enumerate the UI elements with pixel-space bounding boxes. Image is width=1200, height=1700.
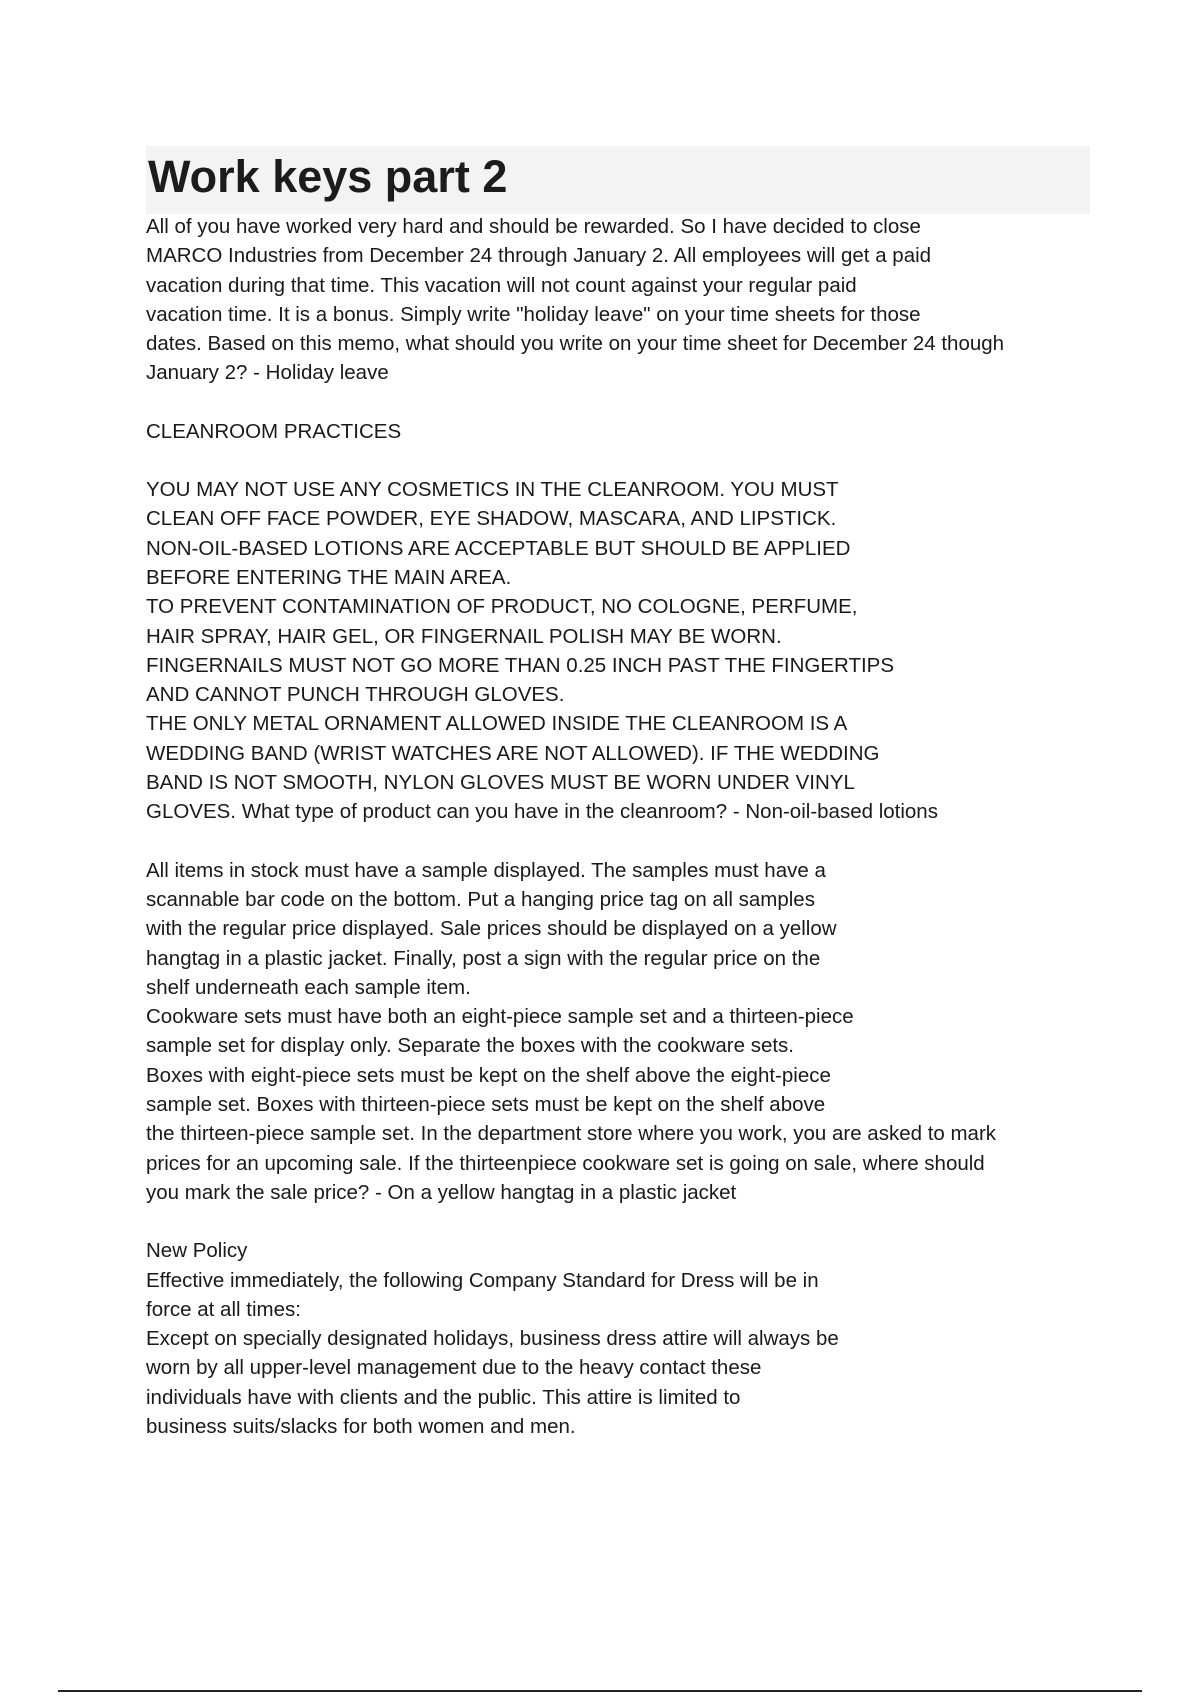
text-line: HAIR SPRAY, HAIR GEL, OR FINGERNAIL POLISH MAY BE WORN. [146, 624, 782, 648]
text-line: TO PREVENT CONTAMINATION OF PRODUCT, NO COLOGNE, PERFUME, [146, 595, 858, 619]
text-line: hangtag in a plastic jacket. Finally, post a sign with the regular price on the [146, 946, 821, 970]
text-line: January 2? - Holiday leave [146, 361, 389, 385]
text-line: the thirteen-piece sample set. In the department store where you work, you are asked to mark [146, 1122, 997, 1146]
text-line: Except on specially designated holidays, business dress attire will always be [146, 1327, 839, 1351]
text-line: Boxes with eight-piece sets must be kept on the shelf above the eight-piece [146, 1063, 831, 1087]
text-line: FINGERNAILS MUST NOT GO MORE THAN 0.25 INCH PAST THE FINGERTIPS [146, 653, 895, 677]
text-line: with the regular price displayed. Sale prices should be displayed on a yellow [146, 917, 837, 941]
text-line: AND CANNOT PUNCH THROUGH GLOVES. [146, 683, 565, 707]
section-heading: CLEANROOM PRACTICES [146, 419, 402, 443]
sample-display-paragraph [146, 856, 1106, 1208]
text-line: GLOVES. What type of product can you have in the cleanroom? - Non-oil-based lotions [146, 800, 938, 824]
text-line: you mark the sale price? - On a yellow hangtag in a plastic jacket [146, 1180, 737, 1204]
text-line: All of you have worked very hard and should be rewarded. So I have decided to close [146, 215, 921, 238]
document-body [146, 212, 1106, 1470]
text-line: CLEAN OFF FACE POWDER, EYE SHADOW, MASCARA, AND LIPSTICK. [146, 507, 837, 531]
text-line: sample set. Boxes with thirteen-piece sets must be kept on the shelf above [146, 1093, 826, 1117]
text-line: THE ONLY METAL ORNAMENT ALLOWED INSIDE THE CLEANROOM IS A [146, 712, 848, 736]
text-line: MARCO Industries from December 24 through January 2. All employees will get a paid [146, 244, 932, 268]
cleanroom-heading [146, 417, 1106, 446]
document-title: Work keys part 2 [148, 151, 508, 202]
text-line: Cookware sets must have both an eight-piece sample set and a thirteen-piece [146, 1005, 854, 1029]
text-line: All items in stock must have a sample displayed. The samples must have a [146, 858, 826, 882]
text-line: individuals have with clients and the public. This attire is limited to [146, 1385, 741, 1409]
text-line: dates. Based on this memo, what should you write on your time sheet for December 24 though [146, 332, 1005, 356]
text-line: New Policy [146, 1239, 248, 1263]
text-line: sample set for display only. Separate the boxes with the cookware sets. [146, 1034, 794, 1058]
text-line: BAND IS NOT SMOOTH, NYLON GLOVES MUST BE WORN UNDER VINYL [146, 771, 855, 795]
text-line: BEFORE ENTERING THE MAIN AREA. [146, 565, 512, 589]
cleanroom-rules-paragraph [146, 475, 1106, 827]
text-line: prices for an upcoming sale. If the thirteenpiece cookware set is going on sale, where should [146, 1151, 985, 1175]
text-line: force at all times: [146, 1297, 301, 1321]
text-line: NON-OIL-BASED LOTIONS ARE ACCEPTABLE BUT SHOULD BE APPLIED [146, 536, 851, 560]
new-policy-paragraph [146, 1236, 1106, 1441]
memo-holiday-leave-paragraph [146, 212, 1106, 388]
footer-divider [58, 1690, 1142, 1692]
text-line: WEDDING BAND (WRIST WATCHES ARE NOT ALLOWED). IF THE WEDDING [146, 741, 880, 765]
text-line: vacation time. It is a bonus. Simply write "holiday leave" on your time sheets for those [146, 302, 921, 326]
text-line: business suits/slacks for both women and men. [146, 1414, 576, 1438]
text-line: vacation during that time. This vacation will not count against your regular paid [146, 273, 857, 297]
text-line: scannable bar code on the bottom. Put a hanging price tag on all samples [146, 887, 815, 911]
text-line: shelf underneath each sample item. [146, 975, 471, 999]
text-line: Effective immediately, the following Company Standard for Dress will be in [146, 1268, 819, 1292]
text-line: YOU MAY NOT USE ANY COSMETICS IN THE CLEANROOM. YOU MUST [146, 478, 839, 502]
text-line: worn by all upper-level management due to the heavy contact these [146, 1356, 762, 1380]
